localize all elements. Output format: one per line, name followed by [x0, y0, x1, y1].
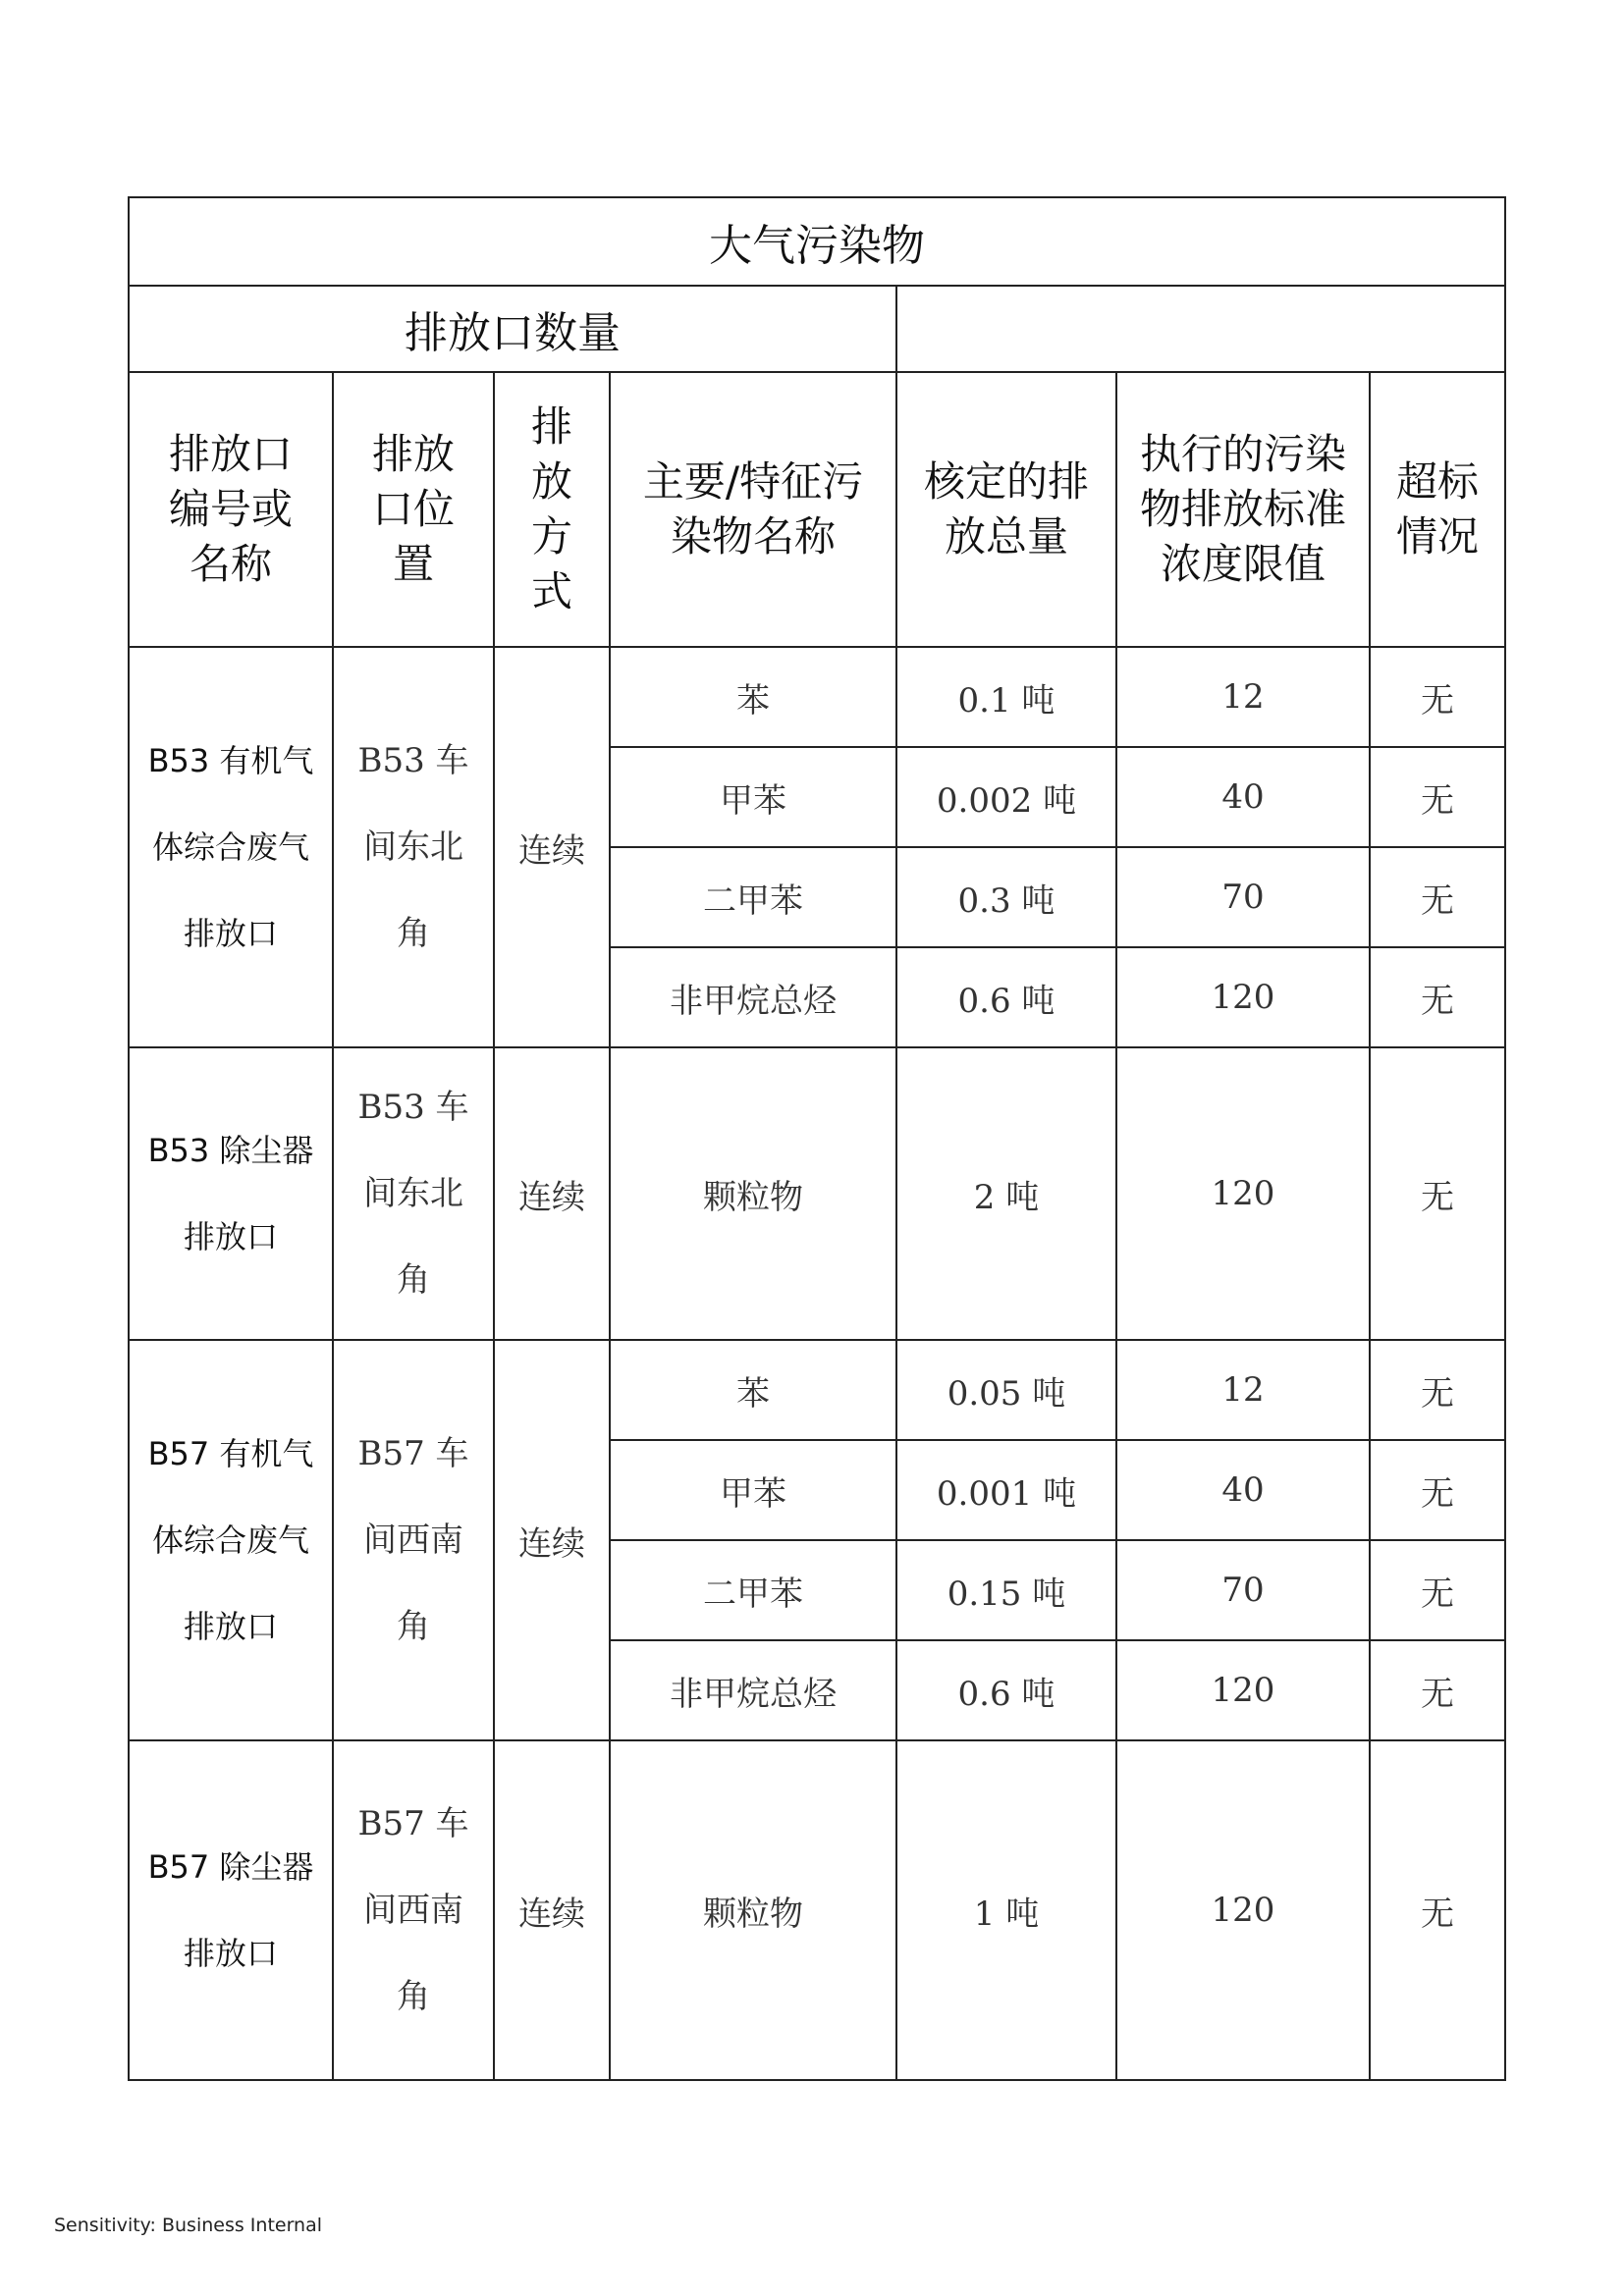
mode-cell: 连续: [494, 1740, 610, 2080]
total-cell: 0.002 吨: [896, 747, 1116, 847]
outlet-name-cell: [129, 647, 333, 1047]
location-line: B57 车: [357, 1434, 469, 1473]
header-mode: [494, 372, 610, 647]
location-line: B53 车: [357, 741, 469, 780]
outlet-name-line: 排放口: [183, 1218, 278, 1255]
header-exceed: [1370, 372, 1505, 647]
location-line: 间东北: [363, 1174, 463, 1213]
total-cell: 0.1 吨: [896, 647, 1116, 747]
exceed-cell: 无: [1370, 1440, 1505, 1540]
location-cell: [333, 647, 494, 1047]
pollutant-cell: 二甲苯: [610, 1540, 896, 1640]
outlet-name-cell: [129, 1740, 333, 2080]
location-line: 角: [397, 914, 430, 953]
mode-cell: 连续: [494, 1047, 610, 1340]
header-line: 排: [530, 402, 572, 451]
table-row: [129, 1740, 1505, 2080]
header-line: 执行的污染: [1139, 430, 1346, 478]
header-line: 情况: [1396, 512, 1480, 561]
location-cell: [333, 1047, 494, 1340]
total-cell: 0.001 吨: [896, 1440, 1116, 1540]
outlet-name-line: 体综合废气: [151, 828, 309, 866]
table-row: [129, 647, 1505, 747]
header-outlet-name: [129, 372, 333, 647]
exceed-cell: 无: [1370, 947, 1505, 1047]
header-line: 超标: [1396, 457, 1480, 506]
exceed-cell: 无: [1370, 847, 1505, 947]
total-cell: 0.05 吨: [896, 1340, 1116, 1440]
total-cell: 0.3 吨: [896, 847, 1116, 947]
header-standard: [1116, 372, 1370, 647]
exceed-cell: 无: [1370, 647, 1505, 747]
header-line: 口位: [371, 485, 455, 533]
header-line: 核定的排: [923, 457, 1089, 506]
standard-cell: 12: [1116, 647, 1370, 747]
header-line: 方: [530, 512, 572, 561]
outlet-name-line: 排放口: [183, 915, 278, 952]
exceed-cell: 无: [1370, 1340, 1505, 1440]
location-line: 间西南: [363, 1891, 463, 1930]
location-line: 间西南: [363, 1521, 463, 1560]
location-line: B57 车: [357, 1804, 469, 1843]
outlet-name-cell: [129, 1340, 333, 1740]
total-cell: 1 吨: [896, 1740, 1116, 2080]
emissions-table: [128, 196, 1506, 2081]
outlet-count-value: [896, 286, 1505, 372]
header-line: 名称: [189, 540, 272, 588]
standard-cell: 120: [1116, 1047, 1370, 1340]
header-line: 编号或: [168, 485, 293, 533]
header-line: 物排放标准: [1139, 485, 1346, 533]
pollutant-cell: 非甲烷总烃: [610, 947, 896, 1047]
outlet-name-line: B57 除尘器: [147, 1848, 314, 1886]
outlet-name-line: 排放口: [183, 1608, 278, 1645]
location-line: 间东北: [363, 828, 463, 867]
location-line: 角: [397, 1260, 430, 1300]
pollutant-cell: 苯: [610, 647, 896, 747]
total-cell: 0.6 吨: [896, 947, 1116, 1047]
header-line: 放总量: [944, 512, 1068, 561]
standard-cell: 120: [1116, 1640, 1370, 1740]
total-cell: 2 吨: [896, 1047, 1116, 1340]
mode-cell: 连续: [494, 1340, 610, 1740]
standard-cell: 120: [1116, 1740, 1370, 2080]
exceed-cell: 无: [1370, 1047, 1505, 1340]
standard-cell: 40: [1116, 1440, 1370, 1540]
pollutant-cell: 苯: [610, 1340, 896, 1440]
pollutant-cell: 颗粒物: [610, 1047, 896, 1340]
table-row: [129, 1047, 1505, 1340]
total-cell: 0.6 吨: [896, 1640, 1116, 1740]
header-line: 主要/特征污: [642, 457, 864, 506]
header-pollutant: [610, 372, 896, 647]
exceed-cell: 无: [1370, 1540, 1505, 1640]
standard-cell: 40: [1116, 747, 1370, 847]
outlet-name-line: 体综合废气: [151, 1522, 309, 1559]
outlet-name-line: B57 有机气: [147, 1435, 314, 1472]
location-line: 角: [397, 1607, 430, 1646]
pollutant-cell: 颗粒物: [610, 1740, 896, 2080]
exceed-cell: 无: [1370, 1740, 1505, 2080]
location-cell: [333, 1740, 494, 2080]
total-cell: 0.15 吨: [896, 1540, 1116, 1640]
header-line: 浓度限值: [1160, 540, 1326, 588]
header-line: 放: [530, 457, 572, 506]
outlet-name-line: 排放口: [183, 1935, 278, 1972]
header-line: 排放: [371, 430, 455, 478]
outlet-name-line: B53 有机气: [147, 742, 314, 779]
header-line: 染物名称: [670, 512, 836, 561]
header-line: 排放口: [168, 430, 293, 478]
exceed-cell: 无: [1370, 747, 1505, 847]
outlet-name-line: B53 除尘器: [147, 1132, 314, 1169]
exceed-cell: 无: [1370, 1640, 1505, 1740]
standard-cell: 12: [1116, 1340, 1370, 1440]
header-location: [333, 372, 494, 647]
standard-cell: 70: [1116, 847, 1370, 947]
table-title: 大气污染物: [129, 197, 1505, 286]
standard-cell: 120: [1116, 947, 1370, 1047]
header-total: [896, 372, 1116, 647]
sensitivity-label: Sensitivity: Business Internal: [54, 2215, 323, 2236]
pollutant-cell: 甲苯: [610, 1440, 896, 1540]
location-cell: [333, 1340, 494, 1740]
location-line: B53 车: [357, 1088, 469, 1127]
location-line: 角: [397, 1977, 430, 2016]
header-line: 式: [530, 567, 572, 615]
outlet-name-cell: [129, 1047, 333, 1340]
table-row: [129, 1340, 1505, 1440]
pollutant-cell: 非甲烷总烃: [610, 1640, 896, 1740]
outlet-count-label: 排放口数量: [129, 286, 896, 372]
standard-cell: 70: [1116, 1540, 1370, 1640]
pollutant-cell: 甲苯: [610, 747, 896, 847]
pollutant-cell: 二甲苯: [610, 847, 896, 947]
mode-cell: 连续: [494, 647, 610, 1047]
header-line: 置: [392, 540, 434, 588]
